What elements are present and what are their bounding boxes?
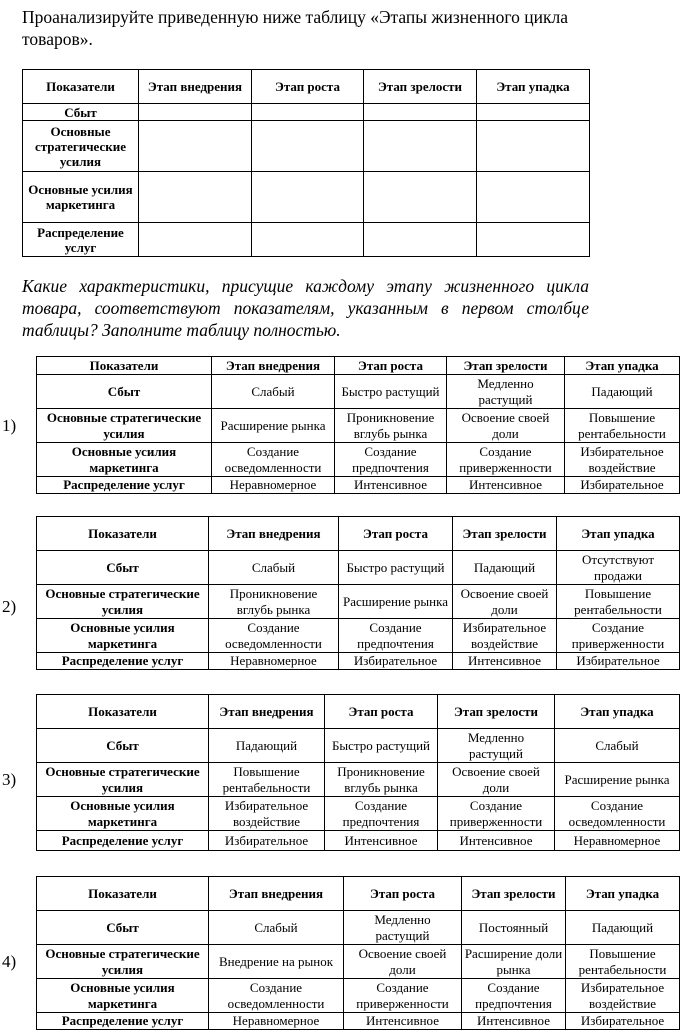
header-cell: Этап роста xyxy=(339,517,453,551)
row-label: Основные стратегические усилия xyxy=(23,121,139,172)
header-cell: Показатели xyxy=(37,877,209,911)
header-cell: Этап зрелости xyxy=(453,517,557,551)
answer-cell: Неравномерное xyxy=(212,477,335,494)
header-cell: Этап роста xyxy=(335,357,447,375)
row-label: Основные усилия маркетинга xyxy=(23,172,139,223)
answer-cell: Создание приверженности xyxy=(344,979,462,1013)
answer-cell: Падающий xyxy=(453,551,557,585)
answer-cell: Освоение своей доли xyxy=(344,945,462,979)
header-cell: Показатели xyxy=(23,70,139,104)
header-cell: Этап зрелости xyxy=(438,695,555,729)
answer-cell: Создание предпочтения xyxy=(335,443,447,477)
answer-cell: Избирательное воздействие xyxy=(453,619,557,653)
header-cell: Показатели xyxy=(37,357,212,375)
answer-cell: Интенсивное xyxy=(335,477,447,494)
answer-cell: Освоение своей доли xyxy=(453,585,557,619)
task-intro: Проанализируйте приведенную ниже таблицу «Этапы жизненного цикла товаров». xyxy=(22,7,568,49)
answer-cell: Слабый xyxy=(209,911,344,945)
empty-cell[interactable] xyxy=(477,223,590,257)
answer-cell: Интенсивное xyxy=(438,831,555,851)
answer-cell: Быстро растущий xyxy=(335,375,447,409)
answer-cell: Создание приверженности xyxy=(557,619,680,653)
answer-cell: Медленно растущий xyxy=(438,729,555,763)
header-cell: Этап внедрения xyxy=(209,695,325,729)
header-cell: Этап внедрения xyxy=(209,517,339,551)
header-cell: Этап упадка xyxy=(555,695,680,729)
option-4-number: 4) xyxy=(2,952,17,971)
empty-cell[interactable] xyxy=(139,223,252,257)
empty-cell[interactable] xyxy=(364,104,477,121)
row-label: Распределение услуг xyxy=(37,1013,209,1030)
empty-cell[interactable] xyxy=(139,172,252,223)
header-cell: Этап упадка xyxy=(477,70,590,104)
answer-cell: Расширение рынка xyxy=(212,409,335,443)
blank-lifecycle-table xyxy=(22,69,590,257)
answer-cell: Создание предпочтения xyxy=(462,979,566,1013)
answer-cell: Постоянный xyxy=(462,911,566,945)
answer-cell: Проникновение вглубь рынка xyxy=(209,585,339,619)
row-label: Распределение услуг xyxy=(37,831,209,851)
empty-cell[interactable] xyxy=(139,104,252,121)
empty-cell[interactable] xyxy=(477,121,590,172)
answer-cell: Неравномерное xyxy=(209,1013,344,1030)
header-cell: Показатели xyxy=(37,695,209,729)
empty-cell[interactable] xyxy=(252,121,364,172)
answer-cell: Создание предпочтения xyxy=(339,619,453,653)
empty-cell[interactable] xyxy=(364,121,477,172)
row-label: Основные усилия маркетинга xyxy=(37,979,209,1013)
answer-cell: Быстро растущий xyxy=(339,551,453,585)
option-3-table xyxy=(36,694,680,851)
answer-cell: Создание осведомленности xyxy=(555,797,680,831)
empty-cell[interactable] xyxy=(477,172,590,223)
row-label: Распределение услуг xyxy=(37,653,209,670)
answer-cell: Избирательное воздействие xyxy=(209,797,325,831)
answer-cell: Быстро растущий xyxy=(325,729,438,763)
answer-cell: Интенсивное xyxy=(325,831,438,851)
answer-cell: Повышение рентабельности xyxy=(209,763,325,797)
answer-cell: Создание осведомленности xyxy=(212,443,335,477)
option-2-table xyxy=(36,516,680,670)
header-cell: Этап внедрения xyxy=(139,70,252,104)
answer-cell: Повышение рентабельности xyxy=(557,585,680,619)
empty-cell[interactable] xyxy=(477,104,590,121)
answer-cell: Избирательное xyxy=(209,831,325,851)
answer-cell: Избирательное xyxy=(566,1013,680,1030)
answer-cell: Создание приверженности xyxy=(438,797,555,831)
option-3-number: 3) xyxy=(2,770,17,789)
header-cell: Этап зрелости xyxy=(462,877,566,911)
answer-cell: Освоение своей доли xyxy=(447,409,565,443)
answer-cell: Отсутствуют продажи xyxy=(557,551,680,585)
empty-cell[interactable] xyxy=(252,223,364,257)
answer-cell: Внедрение на рынок xyxy=(209,945,344,979)
answer-cell: Падающий xyxy=(209,729,325,763)
header-cell: Этап внедрения xyxy=(212,357,335,375)
option-2-number: 2) xyxy=(2,597,17,616)
answer-cell: Слабый xyxy=(555,729,680,763)
answer-cell: Медленно растущий xyxy=(447,375,565,409)
header-cell: Этап упадка xyxy=(566,877,680,911)
option-1-table xyxy=(36,356,680,494)
answer-cell: Повышение рентабельности xyxy=(566,945,680,979)
row-label: Основные усилия маркетинга xyxy=(37,797,209,831)
empty-cell[interactable] xyxy=(364,172,477,223)
answer-cell: Создание осведомленности xyxy=(209,619,339,653)
row-label: Основные стратегические усилия xyxy=(37,585,209,619)
header-cell: Этап упадка xyxy=(557,517,680,551)
row-label: Сбыт xyxy=(37,729,209,763)
header-cell: Этап внедрения xyxy=(209,877,344,911)
header-cell: Этап роста xyxy=(344,877,462,911)
answer-cell: Создание осведомленности xyxy=(209,979,344,1013)
row-label: Сбыт xyxy=(37,375,212,409)
empty-cell[interactable] xyxy=(252,172,364,223)
row-label: Сбыт xyxy=(37,551,209,585)
answer-cell: Неравномерное xyxy=(555,831,680,851)
question-text: Какие характеристики, присущие каждому этапу жизненного цикла товара, соответствуют показателям, указанным в первом столбце таблицы? Заполните таблицу полностью. xyxy=(22,276,589,340)
answer-cell: Слабый xyxy=(209,551,339,585)
option-4-table xyxy=(36,876,680,1030)
answer-cell: Избирательное воздействие xyxy=(565,443,680,477)
answer-cell: Интенсивное xyxy=(447,477,565,494)
header-cell: Этап роста xyxy=(325,695,438,729)
answer-cell: Интенсивное xyxy=(344,1013,462,1030)
header-cell: Этап зрелости xyxy=(364,70,477,104)
row-label: Основные стратегические усилия xyxy=(37,409,212,443)
header-cell: Показатели xyxy=(37,517,209,551)
header-cell: Этап зрелости xyxy=(447,357,565,375)
answer-cell: Неравномерное xyxy=(209,653,339,670)
row-label: Распределение услуг xyxy=(23,223,139,257)
answer-cell: Интенсивное xyxy=(462,1013,566,1030)
row-label: Основные стратегические усилия xyxy=(37,945,209,979)
answer-cell: Избирательное воздействие xyxy=(566,979,680,1013)
answer-cell: Освоение своей доли xyxy=(438,763,555,797)
answer-cell: Слабый xyxy=(212,375,335,409)
row-label: Распределение услуг xyxy=(37,477,212,494)
answer-cell: Избирательное xyxy=(557,653,680,670)
answer-cell: Падающий xyxy=(566,911,680,945)
header-cell: Этап упадка xyxy=(565,357,680,375)
row-label: Сбыт xyxy=(23,104,139,121)
row-label: Основные стратегические усилия xyxy=(37,763,209,797)
answer-cell: Расширение рынка xyxy=(339,585,453,619)
empty-cell[interactable] xyxy=(139,121,252,172)
empty-cell[interactable] xyxy=(364,223,477,257)
answer-cell: Создание предпочтения xyxy=(325,797,438,831)
answer-cell: Расширение рынка xyxy=(555,763,680,797)
answer-cell: Проникновение вглубь рынка xyxy=(325,763,438,797)
answer-cell: Медленно растущий xyxy=(344,911,462,945)
answer-cell: Падающий xyxy=(565,375,680,409)
answer-cell: Избирательное xyxy=(565,477,680,494)
answer-cell: Избирательное xyxy=(339,653,453,670)
option-1-number: 1) xyxy=(2,416,17,435)
answer-cell: Создание приверженности xyxy=(447,443,565,477)
header-cell: Этап роста xyxy=(252,70,364,104)
answer-cell: Расширение доли рынка xyxy=(462,945,566,979)
answer-cell: Интенсивное xyxy=(453,653,557,670)
row-label: Сбыт xyxy=(37,911,209,945)
empty-cell[interactable] xyxy=(252,104,364,121)
answer-cell: Проникновение вглубь рынка xyxy=(335,409,447,443)
row-label: Основные усилия маркетинга xyxy=(37,619,209,653)
row-label: Основные усилия маркетинга xyxy=(37,443,212,477)
answer-cell: Повышение рентабельности xyxy=(565,409,680,443)
